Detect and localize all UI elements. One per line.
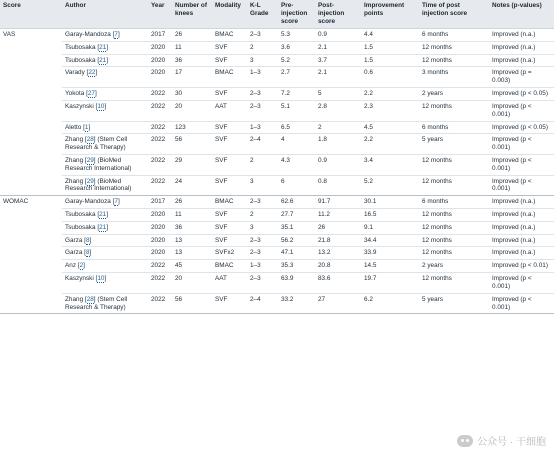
cell-modality: AAT [212, 273, 247, 294]
wechat-icon [457, 435, 473, 447]
cell-knees: 24 [172, 175, 212, 196]
header-knees: Number of knees [172, 0, 212, 29]
cell-year: 2022 [148, 260, 172, 273]
table-row [0, 121, 554, 134]
cell-pre-score: 6 [278, 175, 315, 196]
author-name: Zhang [65, 177, 84, 185]
cell-notes: Improved (n.a.) [489, 54, 554, 67]
cell-author: Tsubosaka [21] [62, 209, 148, 222]
cell-notes: Improved (n.a.) [489, 41, 554, 54]
cell-year: 2020 [148, 41, 172, 54]
cell-post-score: 0.9 [315, 154, 361, 175]
reference-link[interactable]: 21 [99, 43, 107, 51]
cell-time: 12 months [419, 247, 489, 260]
author-journal: (BioMed Research International) [65, 156, 132, 172]
header-pre-score: Pre-injection score [278, 0, 315, 29]
cell-pre-score: 35.3 [278, 260, 315, 273]
cell-pre-score: 5.2 [278, 54, 315, 67]
cell-modality: BMAC [212, 196, 247, 209]
cell-year: 2020 [148, 247, 172, 260]
cell-time: 12 months [419, 41, 489, 54]
cell-year: 2020 [148, 221, 172, 234]
cell-notes: Improved (n.a.) [489, 29, 554, 42]
cell-improvement: 1.5 [361, 41, 419, 54]
cell-pre-score: 6.5 [278, 121, 315, 134]
cell-time: 5 years [419, 293, 489, 314]
cell-modality: SVF [212, 121, 247, 134]
cell-score [0, 88, 62, 101]
cell-time: 12 months [419, 100, 489, 121]
cell-time: 3 months [419, 67, 489, 88]
cell-pre-score: 62.6 [278, 196, 315, 209]
cell-post-score: 83.6 [315, 273, 361, 294]
cell-time: 12 months [419, 221, 489, 234]
cell-author: Zhang [29] (BioMed Research International) [62, 175, 148, 196]
cell-time: 12 months [419, 54, 489, 67]
cell-modality: BMAC [212, 260, 247, 273]
header-row [0, 0, 554, 29]
cell-score [0, 154, 62, 175]
cell-knees: 36 [172, 221, 212, 234]
author-name: Tsubosaka [65, 43, 96, 51]
cell-author: Kaszynski [10] [62, 100, 148, 121]
cell-improvement: 6.2 [361, 293, 419, 314]
cell-year: 2020 [148, 54, 172, 67]
cell-score [0, 100, 62, 121]
author-name: Zhang [65, 295, 84, 303]
cell-post-score: 2 [315, 121, 361, 134]
cell-knees: 26 [172, 29, 212, 42]
cell-notes: Improved (p = 0.003) [489, 67, 554, 88]
cell-year: 2022 [148, 293, 172, 314]
cell-post-score: 1.8 [315, 134, 361, 155]
cell-author: Garza [8] [62, 234, 148, 247]
cell-post-score: 0.8 [315, 175, 361, 196]
cell-post-score: 20.8 [315, 260, 361, 273]
author-name: Tsubosaka [65, 223, 96, 231]
reference-link[interactable]: 10 [97, 275, 105, 283]
author-name: Garay-Mandoza [65, 198, 111, 206]
cell-improvement: 4.4 [361, 29, 419, 42]
cell-modality: SVFx2 [212, 247, 247, 260]
cell-improvement: 14.5 [361, 260, 419, 273]
cell-score [0, 209, 62, 222]
cell-modality: AAT [212, 100, 247, 121]
table-row [0, 175, 554, 196]
author-name: Kaszynski [65, 275, 94, 283]
cell-knees: 56 [172, 293, 212, 314]
reference-link[interactable]: 28 [86, 295, 94, 303]
cell-knees: 13 [172, 247, 212, 260]
table-row [0, 41, 554, 54]
cell-time: 12 months [419, 175, 489, 196]
cell-kl-grade: 3 [247, 54, 278, 67]
cell-kl-grade: 2 [247, 154, 278, 175]
cell-time: 6 months [419, 196, 489, 209]
header-author: Author [62, 0, 148, 29]
table-row [0, 247, 554, 260]
cell-notes: Improved (p < 0.05) [489, 88, 554, 101]
cell-score [0, 134, 62, 155]
cell-time: 6 months [419, 29, 489, 42]
cell-post-score: 0.9 [315, 29, 361, 42]
cell-modality: SVF [212, 134, 247, 155]
cell-notes: Improved (p < 0.001) [489, 154, 554, 175]
cell-post-score: 2.1 [315, 41, 361, 54]
cell-modality: SVF [212, 88, 247, 101]
reference-link[interactable]: 2 [79, 262, 84, 270]
cell-pre-score: 56.2 [278, 234, 315, 247]
cell-kl-grade: 1–3 [247, 121, 278, 134]
author-name: Zhang [65, 136, 84, 144]
cell-post-score: 27 [315, 293, 361, 314]
reference-link[interactable]: 22 [88, 69, 96, 77]
watermark-text: 公众号 · 干细胞 [477, 437, 546, 448]
header-post-score: Post-injection score [315, 0, 361, 29]
cell-modality: SVF [212, 54, 247, 67]
table-row [0, 134, 554, 155]
cell-knees: 11 [172, 209, 212, 222]
cell-score [0, 247, 62, 260]
cell-score: VAS [3, 31, 16, 38]
cell-notes: Improved (p < 0.01) [489, 260, 554, 273]
cell-year: 2022 [148, 121, 172, 134]
cell-author: Tsubosaka [21] [62, 41, 148, 54]
cell-modality: SVF [212, 293, 247, 314]
cell-pre-score: 5.1 [278, 100, 315, 121]
author-name: Garza [65, 249, 83, 257]
cell-author: Kaszynski [10] [62, 273, 148, 294]
cell-kl-grade: 2 [247, 209, 278, 222]
cell-knees: 20 [172, 273, 212, 294]
cell-year: 2022 [148, 100, 172, 121]
cell-kl-grade: 1–3 [247, 260, 278, 273]
cell-improvement: 30.1 [361, 196, 419, 209]
cell-author: Tsubosaka [21] [62, 54, 148, 67]
cell-knees: 29 [172, 154, 212, 175]
cell-pre-score: 4.3 [278, 154, 315, 175]
cell-time: 12 months [419, 209, 489, 222]
cell-score [0, 175, 62, 196]
cell-notes: Improved (n.a.) [489, 209, 554, 222]
table-row [0, 67, 554, 88]
cell-author: Garay-Mandoza [7] [62, 196, 148, 209]
cell-knees: 56 [172, 134, 212, 155]
cell-modality: BMAC [212, 67, 247, 88]
cell-improvement: 4.5 [361, 121, 419, 134]
author-name: Zhang [65, 156, 84, 164]
cell-notes: Improved (p < 0.001) [489, 134, 554, 155]
cell-pre-score: 47.1 [278, 247, 315, 260]
cell-pre-score: 7.2 [278, 88, 315, 101]
header-improvement: Improvement points [361, 0, 419, 29]
cell-score [0, 260, 62, 273]
table-row [0, 29, 554, 42]
cell-kl-grade: 2–4 [247, 134, 278, 155]
cell-time: 6 months [419, 121, 489, 134]
reference-link[interactable]: 7 [114, 198, 118, 206]
cell-author: Garza [8] [62, 247, 148, 260]
cell-pre-score: 4 [278, 134, 315, 155]
cell-modality: BMAC [212, 29, 247, 42]
cell-time: 12 months [419, 273, 489, 294]
cell-post-score: 3.7 [315, 54, 361, 67]
cell-kl-grade: 1–3 [247, 67, 278, 88]
table-row [0, 100, 554, 121]
cell-author: Zhang [28] (Stem Cell Research & Therapy) [62, 134, 148, 155]
cell-knees: 36 [172, 54, 212, 67]
cell-notes: Improved (n.a.) [489, 196, 554, 209]
cell-pre-score: 35.1 [278, 221, 315, 234]
cell-time: 5 years [419, 134, 489, 155]
header-score: Score [0, 0, 62, 29]
header-kl-grade: K-L Grade [247, 0, 278, 29]
watermark [457, 433, 546, 448]
header-time: Time of post injection score [419, 0, 489, 29]
author-journal: (BioMed Research International) [65, 177, 132, 193]
author-name: Kaszynski [65, 102, 94, 110]
reference-link[interactable]: 8 [85, 249, 90, 257]
cell-improvement: 3.4 [361, 154, 419, 175]
cell-score: WOMAC [3, 198, 29, 206]
cell-kl-grade: 2 [247, 41, 278, 54]
cell-kl-grade: 3 [247, 221, 278, 234]
cell-post-score: 11.2 [315, 209, 361, 222]
cell-post-score: 26 [315, 221, 361, 234]
cell-knees: 30 [172, 88, 212, 101]
table-body [0, 29, 554, 314]
cell-author: Zhang [29] (BioMed Research International) [62, 154, 148, 175]
cell-notes: Improved (p < 0.001) [489, 293, 554, 314]
cell-kl-grade: 2–3 [247, 273, 278, 294]
cell-year: 2022 [148, 154, 172, 175]
cell-pre-score: 63.9 [278, 273, 315, 294]
cell-knees: 20 [172, 100, 212, 121]
cell-author: Varady [22] [62, 67, 148, 88]
cell-time: 12 months [419, 154, 489, 175]
cell-improvement: 0.6 [361, 67, 419, 88]
cell-pre-score: 27.7 [278, 209, 315, 222]
cell-kl-grade: 2–3 [247, 196, 278, 209]
cell-score [0, 54, 62, 67]
cell-post-score: 2.1 [315, 67, 361, 88]
cell-author: Tsubosaka [21] [62, 221, 148, 234]
cell-time: 12 months [419, 234, 489, 247]
reference-link[interactable]: 8 [85, 236, 90, 244]
cell-time: 2 years [419, 88, 489, 101]
cell-kl-grade: 2–3 [247, 234, 278, 247]
cell-notes: Improved (n.a.) [489, 234, 554, 247]
cell-kl-grade: 2–3 [247, 88, 278, 101]
reference-link[interactable]: 29 [86, 156, 94, 164]
reference-link[interactable]: 21 [99, 211, 107, 218]
author-name: Anz [65, 262, 77, 270]
cell-score [0, 121, 62, 134]
cell-pre-score: 3.6 [278, 41, 315, 54]
cell-notes: Improved (n.a.) [489, 247, 554, 260]
cell-author: Garay-Mandoza [7] [62, 29, 148, 42]
reference-link[interactable]: 28 [86, 136, 94, 144]
cell-improvement: 9.1 [361, 221, 419, 234]
cell-year: 2017 [148, 196, 172, 209]
cell-author: Yokota [27] [62, 88, 148, 101]
cell-time: 2 years [419, 260, 489, 273]
cell-post-score: 21.8 [315, 234, 361, 247]
cell-pre-score: 2.7 [278, 67, 315, 88]
cell-notes: Improved (p < 0.001) [489, 273, 554, 294]
table-row [0, 221, 554, 234]
cell-knees: 123 [172, 121, 212, 134]
cell-post-score: 5 [315, 88, 361, 101]
cell-modality: SVF [212, 41, 247, 54]
table-row [0, 154, 554, 175]
cell-post-score: 13.2 [315, 247, 361, 260]
cell-kl-grade: 2–3 [247, 247, 278, 260]
author-name: Tsubosaka [65, 56, 96, 64]
table-row [0, 293, 554, 314]
cell-year: 2020 [148, 234, 172, 247]
cell-knees: 17 [172, 67, 212, 88]
author-journal: (Stem Cell Research & Therapy) [65, 136, 128, 152]
reference-link[interactable]: 21 [99, 56, 107, 64]
cell-notes: Improved (n.a.) [489, 221, 554, 234]
cell-improvement: 2.2 [361, 134, 419, 155]
cell-year: 2022 [148, 134, 172, 155]
cell-kl-grade: 3 [247, 175, 278, 196]
cell-modality: SVF [212, 175, 247, 196]
reference-link[interactable]: 1 [84, 123, 89, 131]
cell-post-score: 91.7 [315, 196, 361, 209]
cell-notes: Improved (p < 0.05) [489, 121, 554, 134]
cell-author: Zhang [28] (Stem Cell Research & Therapy) [62, 293, 148, 314]
cell-knees: 45 [172, 260, 212, 273]
reference-link[interactable]: 27 [87, 90, 95, 98]
cell-post-score: 2.8 [315, 100, 361, 121]
cell-author: Aletto [1] [62, 121, 148, 134]
cell-score [0, 293, 62, 314]
cell-improvement: 1.5 [361, 54, 419, 67]
cell-improvement: 33.9 [361, 247, 419, 260]
cell-pre-score: 5.3 [278, 29, 315, 42]
author-name: Garza [65, 236, 83, 244]
header-notes: Notes (p-values) [489, 0, 554, 29]
cell-improvement: 16.5 [361, 209, 419, 222]
cell-improvement: 2.2 [361, 88, 419, 101]
table-row [0, 88, 554, 101]
cell-kl-grade: 2–3 [247, 29, 278, 42]
cell-improvement: 34.4 [361, 234, 419, 247]
cell-improvement: 2.3 [361, 100, 419, 121]
cell-improvement: 5.2 [361, 175, 419, 196]
header-modality: Modality [212, 0, 247, 29]
reference-link[interactable]: 29 [86, 177, 94, 185]
reference-link[interactable]: 21 [99, 223, 107, 231]
cell-kl-grade: 2–3 [247, 100, 278, 121]
table-row [0, 234, 554, 247]
table-row [0, 54, 554, 67]
cell-score [0, 221, 62, 234]
cell-author: Anz [2] [62, 260, 148, 273]
author-name: Varady [65, 69, 85, 77]
cell-year: 2022 [148, 273, 172, 294]
cell-notes: Improved (p < 0.001) [489, 175, 554, 196]
cell-modality: SVF [212, 154, 247, 175]
cell-score [0, 41, 62, 54]
author-name: Aletto [65, 123, 82, 131]
author-name: Yokota [65, 90, 85, 98]
cell-modality: SVF [212, 221, 247, 234]
cell-year: 2017 [148, 29, 172, 42]
cell-year: 2022 [148, 175, 172, 196]
cell-year: 2020 [148, 209, 172, 222]
cell-modality: SVF [212, 209, 247, 222]
cell-year: 2022 [148, 88, 172, 101]
cell-knees: 11 [172, 41, 212, 54]
cell-notes: Improved (p < 0.001) [489, 100, 554, 121]
cell-score [0, 273, 62, 294]
reference-link[interactable]: 10 [97, 102, 105, 110]
cell-score [0, 67, 62, 88]
cell-year: 2020 [148, 67, 172, 88]
reference-link[interactable]: 7 [114, 31, 118, 38]
table-row [0, 273, 554, 294]
cell-score [0, 234, 62, 247]
table-row [0, 260, 554, 273]
cell-modality: SVF [212, 234, 247, 247]
cell-improvement: 19.7 [361, 273, 419, 294]
author-journal: (Stem Cell Research & Therapy) [65, 295, 128, 311]
cell-pre-score: 33.2 [278, 293, 315, 314]
author-name: Garay-Mandoza [65, 31, 111, 38]
cell-kl-grade: 2–4 [247, 293, 278, 314]
table-row [0, 209, 554, 222]
author-name: Tsubosaka [65, 211, 96, 218]
header-year: Year [148, 0, 172, 29]
table-row [0, 196, 554, 209]
cell-knees: 26 [172, 196, 212, 209]
cell-knees: 13 [172, 234, 212, 247]
